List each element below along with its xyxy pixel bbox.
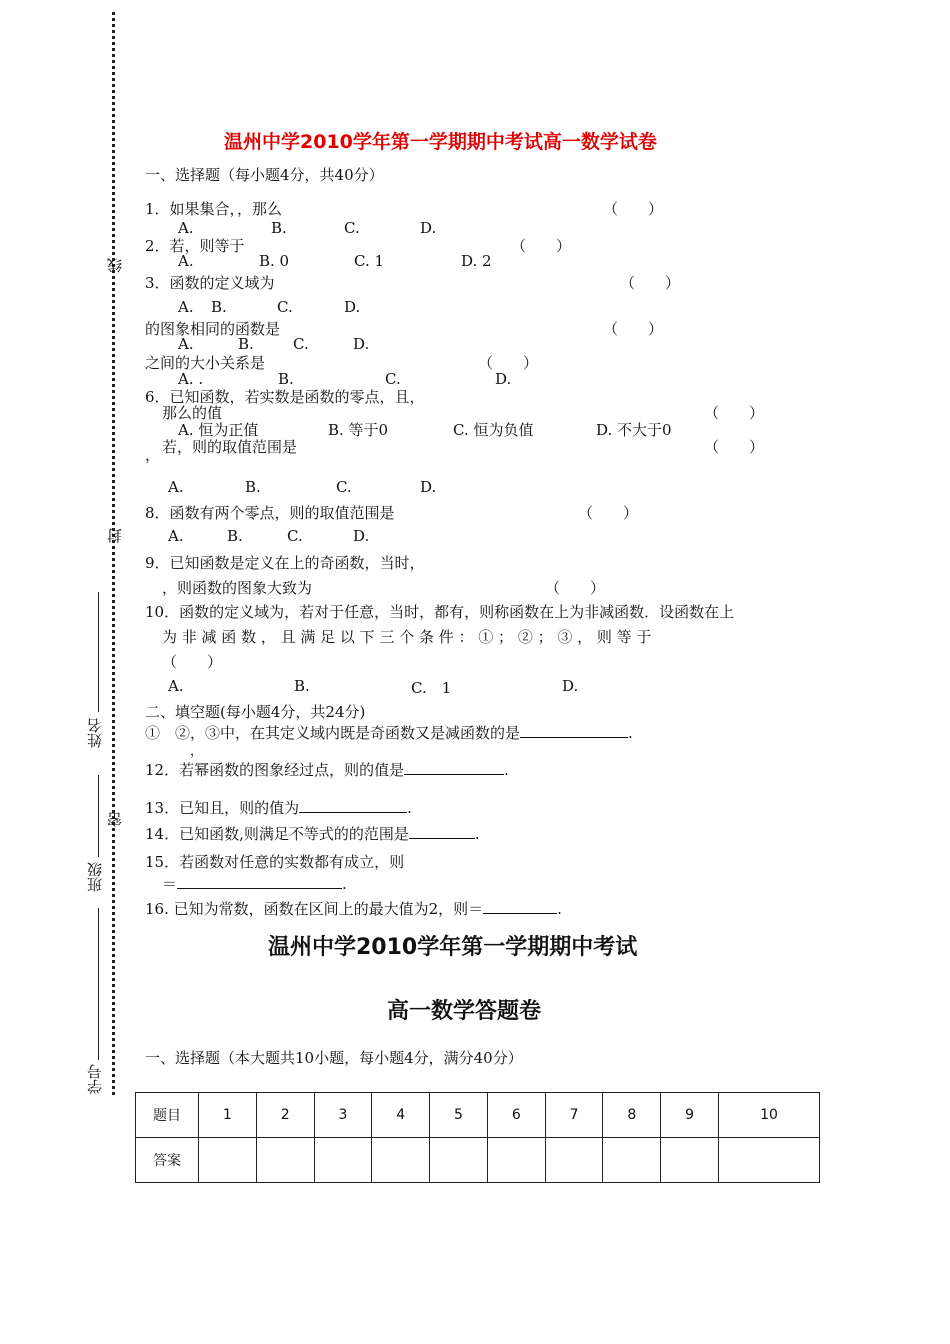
answer-sheet-subtitle: 高一数学答题卷 bbox=[387, 999, 542, 1024]
answer-sheet-title: 温州中学2010学年第一学期期中考试 bbox=[268, 935, 638, 960]
q1-answer-paren: （ ） bbox=[603, 200, 664, 218]
q10-stem: 10．函数的定义域为，若对于任意，当时，都有，则称函数在上为非减函数．设函数在上 bbox=[145, 603, 735, 621]
answer-cell[interactable] bbox=[719, 1138, 820, 1183]
q3-option-b: B. bbox=[211, 298, 227, 316]
q5-option-a: A. . bbox=[178, 370, 204, 388]
q7-answer-paren: （ ） bbox=[704, 438, 765, 456]
section-choice-heading: 一、选择题（每小题4分，共40分） bbox=[145, 166, 384, 184]
q7-option-b: B. bbox=[245, 478, 261, 496]
q11-comma: ， bbox=[190, 744, 204, 759]
q16-line bbox=[145, 898, 562, 919]
q16-end: . bbox=[557, 900, 562, 918]
q4-option-a: A. bbox=[178, 335, 194, 353]
name-underline bbox=[98, 592, 99, 712]
q6-option-b: B. 等于0 bbox=[328, 421, 389, 439]
q6-stem-line2: 那么的值 bbox=[162, 404, 223, 422]
q15-end: . bbox=[342, 875, 347, 893]
q2-option-a: A. bbox=[178, 252, 194, 270]
q14-blank[interactable] bbox=[409, 824, 475, 839]
class-underline bbox=[98, 775, 99, 857]
q4-option-b: B. bbox=[238, 335, 254, 353]
q1-stem: 1．如果集合，，那么 bbox=[145, 200, 283, 218]
q9-stem-line2: ，则函数的图象大致为 bbox=[162, 579, 313, 597]
answer-cell[interactable] bbox=[430, 1138, 488, 1183]
q5-answer-paren: （ ） bbox=[478, 354, 539, 372]
q10-option-c: C. 1 bbox=[411, 679, 452, 697]
q11-stem: ① ②，③中，在其定义域内既是奇函数又是减函数的是 bbox=[145, 724, 521, 742]
q1-option-c: C. bbox=[344, 219, 360, 237]
margin-label-mi: 密 bbox=[106, 812, 124, 827]
q8-option-a: A. bbox=[168, 527, 184, 545]
question-number: 10 bbox=[719, 1093, 820, 1138]
answer-row bbox=[136, 1138, 820, 1183]
question-number: 3 bbox=[314, 1093, 372, 1138]
question-number: 2 bbox=[256, 1093, 314, 1138]
row-label-answer: 答案 bbox=[136, 1138, 199, 1183]
answer-section-heading: 一、选择题（本大题共10小题，每小题4分，满分40分） bbox=[145, 1049, 523, 1067]
answer-cell[interactable] bbox=[487, 1138, 545, 1183]
q16-blank[interactable] bbox=[483, 899, 557, 914]
q12-blank[interactable] bbox=[404, 760, 504, 775]
exam-title: 温州中学2010学年第一学期期中考试高一数学试卷 bbox=[224, 131, 657, 153]
q11-blank[interactable] bbox=[520, 723, 628, 738]
q8-option-d: D. bbox=[353, 527, 370, 545]
q2-option-d: D. 2 bbox=[461, 252, 492, 270]
q14-stem: 14．已知函数,则满足不等式的的范围是 bbox=[145, 825, 409, 843]
q10-option-d: D. bbox=[562, 677, 579, 695]
q4-answer-paren: （ ） bbox=[603, 320, 664, 338]
q12-end: . bbox=[504, 761, 509, 779]
q9-stem: 9．已知函数是定义在上的奇函数，当时， bbox=[145, 554, 425, 572]
question-number-row bbox=[136, 1093, 820, 1138]
q9-answer-paren: （ ） bbox=[545, 579, 606, 597]
q10-option-b: B. bbox=[294, 677, 310, 695]
q1-option-a: A. bbox=[178, 219, 194, 237]
q8-answer-paren: （ ） bbox=[578, 504, 639, 522]
q3-answer-paren: （ ） bbox=[620, 274, 681, 292]
q13-line bbox=[145, 797, 412, 818]
q11-line bbox=[145, 722, 633, 743]
answer-table bbox=[135, 1092, 820, 1183]
q4-option-c: C. bbox=[293, 335, 309, 353]
q11-end: . bbox=[628, 724, 633, 742]
q5-option-d: D. bbox=[495, 370, 512, 388]
q13-end: . bbox=[407, 799, 412, 817]
q13-blank[interactable] bbox=[299, 798, 407, 813]
q3-option-a: A. bbox=[178, 298, 194, 316]
q14-end: . bbox=[474, 825, 480, 843]
q15-stem: 15．若函数对任意的实数都有成立，则 bbox=[145, 853, 405, 871]
q15-blank[interactable] bbox=[177, 874, 342, 889]
q6-answer-paren: （ ） bbox=[704, 404, 765, 422]
q10-option-a: A. bbox=[168, 677, 184, 695]
q4-stem: 的图象相同的函数是 bbox=[145, 320, 281, 338]
q8-stem: 8．函数有两个零点，则的取值范围是 bbox=[145, 504, 395, 522]
question-number: 5 bbox=[430, 1093, 488, 1138]
question-number: 4 bbox=[372, 1093, 430, 1138]
q4-option-d: D. bbox=[353, 335, 370, 353]
q7-option-c: C. bbox=[336, 478, 352, 496]
q3-option-d: D. bbox=[344, 298, 361, 316]
q5-option-c: C. bbox=[385, 370, 401, 388]
q3-option-c: C. bbox=[277, 298, 293, 316]
answer-cell[interactable] bbox=[661, 1138, 719, 1183]
question-number: 9 bbox=[661, 1093, 719, 1138]
q13-stem: 13．已知且，则的值为 bbox=[145, 799, 300, 817]
q1-option-d: D. bbox=[420, 219, 437, 237]
q1-option-b: B. bbox=[271, 219, 287, 237]
q2-stem: 2．若，则等于 bbox=[145, 237, 245, 255]
question-number: 7 bbox=[545, 1093, 603, 1138]
q8-option-c: C. bbox=[287, 527, 303, 545]
q7-prefix: ， bbox=[145, 446, 161, 464]
q7-option-a: A. bbox=[168, 478, 184, 496]
q5-stem: 之间的大小关系是 bbox=[145, 354, 266, 372]
section-fill-heading: 二、填空题(每小题4分，共24分) bbox=[145, 703, 366, 721]
q14-line bbox=[145, 823, 480, 844]
q2-option-c: C. 1 bbox=[354, 252, 385, 270]
question-number: 8 bbox=[603, 1093, 661, 1138]
answer-cell[interactable] bbox=[256, 1138, 314, 1183]
margin-label-xian: 线 bbox=[106, 258, 124, 273]
q7-option-d: D. bbox=[420, 478, 437, 496]
q15-line2 bbox=[162, 873, 347, 894]
answer-cell[interactable] bbox=[603, 1138, 661, 1183]
q10-answer-paren: （ ） bbox=[162, 653, 223, 671]
binding-dotted-line bbox=[112, 12, 115, 1095]
q6-option-c: C. 恒为负值 bbox=[453, 421, 534, 439]
question-number: 1 bbox=[199, 1093, 257, 1138]
answer-cell[interactable] bbox=[372, 1138, 430, 1183]
question-number: 6 bbox=[487, 1093, 545, 1138]
q16-stem: 16. 已知为常数，函数在区间上的最大值为2，则＝ bbox=[145, 900, 484, 918]
q8-option-b: B. bbox=[227, 527, 243, 545]
q5-option-b: B. bbox=[278, 370, 294, 388]
margin-label-class: 班级 bbox=[86, 862, 104, 892]
q6-stem: 6．已知函数，若实数是函数的零点，且， bbox=[145, 388, 425, 406]
q6-option-a: A. 恒为正值 bbox=[178, 421, 259, 439]
margin-label-name: 姓名 bbox=[86, 718, 104, 748]
answer-cell[interactable] bbox=[314, 1138, 372, 1183]
q7-stem: 若，则的取值范围是 bbox=[162, 438, 298, 456]
q6-option-d: D. 不大于0 bbox=[596, 421, 672, 439]
margin-label-feng: 封 bbox=[106, 528, 124, 543]
q12-line bbox=[145, 759, 509, 780]
answer-cell[interactable] bbox=[545, 1138, 603, 1183]
q2-option-b: B. 0 bbox=[259, 252, 290, 270]
q12-stem: 12．若幂函数的图象经过点，则的值是 bbox=[145, 761, 405, 779]
q2-answer-paren: （ ） bbox=[511, 237, 572, 255]
answer-cell[interactable] bbox=[199, 1138, 257, 1183]
q15-stem2: ＝ bbox=[162, 875, 178, 893]
q3-stem: 3．函数的定义域为 bbox=[145, 274, 275, 292]
margin-label-student-id: 学号 bbox=[86, 1064, 104, 1094]
q10-stem-line2: 为 非 减 函 数 ， 且 满 足 以 下 三 个 条 件 ： ① ； ② ； ③ ， 则 等 于 bbox=[162, 628, 652, 646]
student-id-underline bbox=[98, 908, 99, 1060]
row-label-question: 题目 bbox=[136, 1093, 199, 1138]
